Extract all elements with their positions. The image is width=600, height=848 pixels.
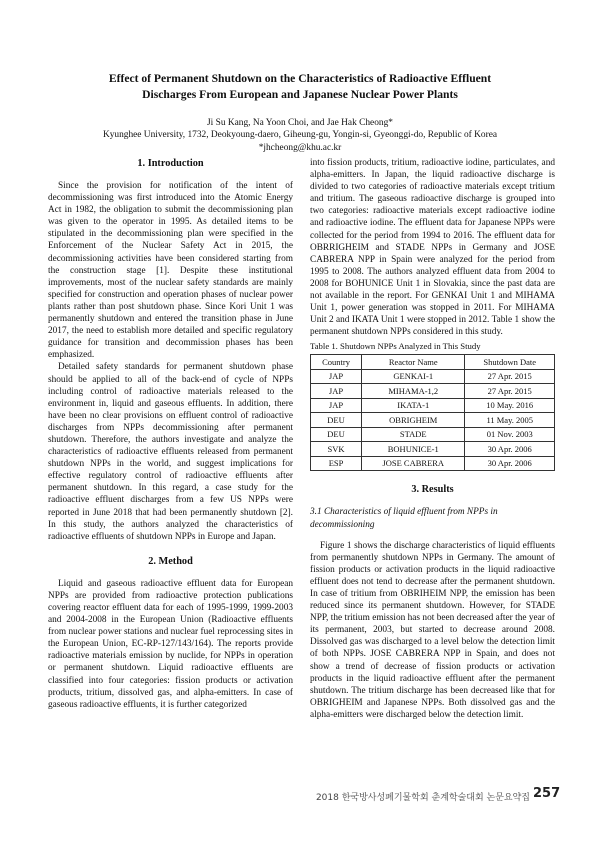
paper-title xyxy=(40,71,560,103)
cell-reactor: GENKAI-1 xyxy=(362,369,465,384)
cell-date: 30 Apr. 2006 xyxy=(465,456,555,471)
table-row xyxy=(311,427,555,442)
method-paragraph-1: Liquid and gaseous radioactive effluent data for European NPPs are provided from radioactive protection publications covering reactor effluent data for each of 1995-1999, 1999-2003 and 2004-2008 in the European Union (Radioactive effluents from nuclear power stations and nuclear fuel reprocessing sites in the European Union, EC-RP-127/143/164). The reports provide radioactive materials emission by nuclide, for NPPs in operation or permanent shutdown. Liquid radioactive effluents are classified into four categories: fission products or activation products, tritium, dissolved gas, and alpha-emitters. In case of gaseous radioactive effluents, it is further categorized xyxy=(48,578,293,710)
cell-reactor: STADE xyxy=(362,427,465,442)
results-paragraph-1: Figure 1 shows the discharge characteristics of liquid effluents from permanently shutdown NPPs in Germany. The amount of fission products or activation products in the liquid radioactive effluent does not tend to decrease after the permanent shutdown. In case of tritium from OBRIHEIM NPP, the emission has been reduced since its permanent shutdown. However, for STADE NPP, the tritium emission has not been decreased after the year of its permanent, 2003, but started to decrease around 2008. Dissolved gas was discharged to a level below the detection limit of both NPPs. JOSE CABRERA NPP in Spain, and does not show a trend of decrease of fission products or activation products in the liquid radioactive effluent after the permanent shutdown. The tritium discharge has been decreased like that for OBRIGHEIM and Japanese NPPs. Both dissolved gas and the alpha-emitters were discharged below the detection limit. xyxy=(310,540,555,720)
table-header-row xyxy=(311,355,555,370)
header-country: Country xyxy=(311,355,362,370)
table-row xyxy=(311,369,555,384)
title-line-2: Discharges From European and Japanese Nuclear Power Plants xyxy=(142,88,458,101)
cell-date: 27 Apr. 2015 xyxy=(465,369,555,384)
results-heading: 3. Results xyxy=(411,484,454,496)
table-row xyxy=(311,398,555,413)
right-paragraph-1: into fission products, tritium, radioactive iodine, particulates, and alpha-emitters. In Japan, the liquid radioactive discharge is divided to two categories of radioactive materials except tritium and tritium. The gaseous radioactive discharge is grouped into two categories: radioactive materials except radioactive iodine and radioactive iodine. The effluent data for Japanese NPPs were collected for the period from 1994 to 2016. The effluent data for OBRRIGHEIM and STADE NPPs in Germany and JOSE CABRERA NPP in Spain were analyzed for the period from 1995 to 2008. The authors analyzed effluent data from 2004 to 2008 for BOHUNICE Unit 1 in Slovakia, since the past data are not available in the report. For GENKAI Unit 1 and MIHAMA Unit 1, power generation was stopped in 2011. For MIHAMA Unit 2 and IKATA Unit 1 were stopped in 2012. Table 1 show the permanent shutdown NPPs considered in this study. xyxy=(310,158,555,338)
header-reactor-name: Reactor Name xyxy=(362,355,465,370)
header-shutdown-date: Shutdown Date xyxy=(465,355,555,370)
page-number: 257 xyxy=(533,786,561,801)
affiliation: Kyunghee University, 1732, Deokyoung-daero, Giheung-gu, Yongin-si, Gyeonggi-do, Republic of Korea xyxy=(102,130,498,141)
table-row xyxy=(311,413,555,428)
cell-date: 01 Nov. 2003 xyxy=(465,427,555,442)
cell-reactor: MIHAMA-1,2 xyxy=(362,384,465,399)
cell-date: 27 Apr. 2015 xyxy=(465,384,555,399)
cell-country: JAP xyxy=(311,398,362,413)
table-caption: Table 1. Shutdown NPPs Analyzed in This Study xyxy=(310,341,481,352)
intro-paragraph-1: Since the provision for notification of the intent of decommissioning was first introduced into the Atomic Energy Act in 1982, the obligation to submit the decommissioning plan was given to the operator in 1995. As detailed items to be stipulated in the decommissioning plan were specified in the Enforcement of the Nuclear Safety Act in 2015, the decommissioning activities have been considered starting from the construction stage [1]. Despite these institutional improvements, most of the nuclear safety standards are mainly specified for construction and operation phases of nuclear power plants rather than post shutdown phase. Since Kori Unit 1 was permanently shutdown and entered the transition phase in June 2017, the need to establish more detailed and specific regulatory guidance for transition and decommission phases has been emphasized. xyxy=(48,181,293,361)
cell-country: SVK xyxy=(311,442,362,457)
table-row xyxy=(311,456,555,471)
cell-country: JAP xyxy=(311,384,362,399)
author-names: Ji Su Kang, Na Yoon Choi, and Jae Hak Cheong* xyxy=(207,118,393,128)
intro-paragraph-2: Detailed safety standards for permanent shutdown phase should be applied to all of the back-end of cycle of NPPs including control of radioactive materials released to the environment in, liquid and gaseous effluents. In addition, there have been no clear provisions on effluent control of radioactive discharges from NPPs decommissioning after permanent shutdown. Therefore, the authors investigate and analyze the characteristics of radioactive effluents released from permanent shutdown NPPs in the world, and suggest implications for effective regulatory control of radioactive effluents after permanent shutdown. In this regard, a case study for the radioactive effluent discharges from a few US NPPs were reported in June 2018 that had been permanently shutdown [2]. In this study, the authors analyzed the characteristics of radioactive effluents of shutdown NPPs in Europe and Japan. xyxy=(48,362,293,542)
cell-country: JAP xyxy=(311,369,362,384)
table-row xyxy=(311,384,555,399)
method-heading: 2. Method xyxy=(148,555,193,567)
cell-reactor: BOHUNICE-1 xyxy=(362,442,465,457)
cell-date: 11 May. 2005 xyxy=(465,413,555,428)
proceedings-footer: 2018 한국방사성폐기물학회 춘계학술대회 논문요약집 xyxy=(315,793,530,803)
results-subsection-title: 3.1 Characteristics of liquid effluent from NPPs in decommissioning xyxy=(310,507,498,530)
left-column xyxy=(48,156,293,711)
author-block xyxy=(20,117,580,154)
cell-country: DEU xyxy=(311,427,362,442)
right-column xyxy=(310,157,555,721)
cell-country: DEU xyxy=(311,413,362,428)
cell-reactor: JOSE CABRERA xyxy=(362,456,465,471)
table-row xyxy=(311,442,555,457)
shutdown-npps-table xyxy=(310,354,555,471)
introduction-heading: 1. Introduction xyxy=(137,158,204,169)
cell-reactor: IKATA-1 xyxy=(362,398,465,413)
cell-reactor: OBRIGHEIM xyxy=(362,413,465,428)
cell-country: ESP xyxy=(311,456,362,471)
cell-date: 10 May. 2016 xyxy=(465,398,555,413)
corresponding-email: *jhcheong@khu.ac.kr xyxy=(258,142,342,153)
cell-date: 30 Apr. 2006 xyxy=(465,442,555,457)
title-line-1: Effect of Permanent Shutdown on the Characteristics of Radioactive Effluent xyxy=(108,72,492,85)
